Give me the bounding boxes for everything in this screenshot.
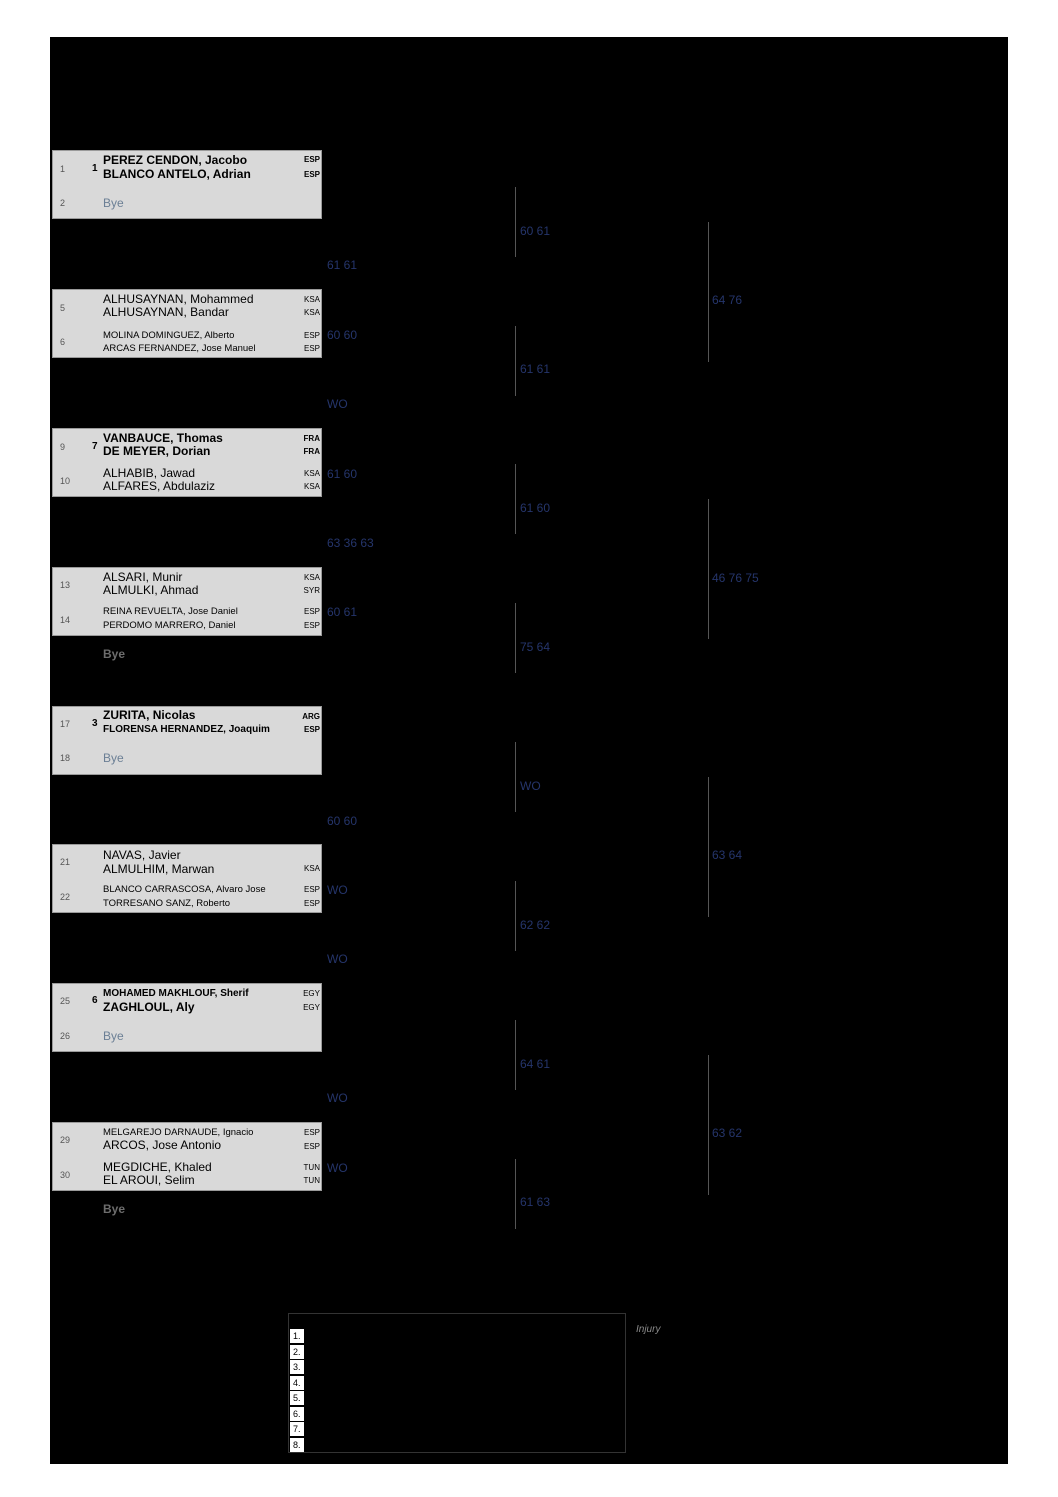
draw-number: 6 bbox=[60, 337, 66, 347]
nationality: KSA bbox=[303, 295, 320, 304]
nationality: ARG bbox=[302, 712, 320, 721]
player-name: ARCAS FERNANDEZ, Jose Manuel bbox=[103, 343, 256, 354]
player-name: ALHUSAYNAN, Bandar bbox=[103, 305, 229, 319]
score-r1: 60 61 bbox=[327, 605, 358, 619]
score-r3: 63 62 bbox=[712, 1126, 743, 1140]
nationality: TUN bbox=[303, 1176, 320, 1185]
score-r1: 63 36 63 bbox=[327, 536, 374, 550]
score-r1: 61 61 bbox=[327, 258, 358, 272]
player-name: PERDOMO MARRERO, Daniel bbox=[103, 620, 236, 631]
score-r1: 60 60 bbox=[327, 328, 358, 342]
player-name: NAVAS, Javier bbox=[103, 848, 181, 862]
draw-number: 17 bbox=[60, 719, 71, 729]
bracket-line bbox=[515, 603, 516, 673]
nationality: FRA bbox=[303, 434, 320, 443]
bye-label: Bye bbox=[103, 647, 126, 661]
seed-number: 7 bbox=[92, 441, 98, 452]
score-r2: 61 63 bbox=[520, 1195, 551, 1209]
nationality: ESP bbox=[303, 899, 320, 908]
nationality: KSA bbox=[303, 482, 320, 491]
score-r1: 60 60 bbox=[327, 814, 358, 828]
bracket-line bbox=[515, 326, 516, 396]
score-r2: 60 61 bbox=[520, 224, 551, 238]
nationality: TUN bbox=[303, 1163, 320, 1172]
nationality: ESP bbox=[303, 725, 320, 734]
draw-number: 9 bbox=[60, 442, 66, 452]
score-r2: 61 60 bbox=[520, 501, 551, 515]
nationality: ESP bbox=[303, 170, 320, 179]
legend-number: 7. bbox=[290, 1422, 304, 1436]
player-name: DE MEYER, Dorian bbox=[103, 444, 211, 458]
nationality: EGY bbox=[303, 989, 320, 998]
player-name: TORRESANO SANZ, Roberto bbox=[103, 898, 231, 909]
bracket-line bbox=[515, 881, 516, 951]
legend-number: 6. bbox=[290, 1407, 304, 1421]
player-name: REINA REVUELTA, Jose Daniel bbox=[103, 606, 238, 617]
player-name: ALMULHIM, Marwan bbox=[103, 862, 215, 876]
score-r3: 46 76 75 bbox=[712, 571, 759, 585]
player-name: VANBAUCE, Thomas bbox=[103, 431, 223, 445]
player-name: BLANCO ANTELO, Adrian bbox=[103, 167, 251, 181]
bracket-line bbox=[708, 1055, 709, 1195]
player-name: EL AROUI, Selim bbox=[103, 1173, 195, 1187]
bracket-line bbox=[708, 222, 709, 362]
bracket-line bbox=[708, 499, 709, 639]
draw-number: 22 bbox=[60, 892, 71, 902]
player-name: MOLINA DOMINGUEZ, Alberto bbox=[103, 330, 235, 341]
score-r1: 61 60 bbox=[327, 467, 358, 481]
score-r2: WO bbox=[520, 779, 541, 793]
player-name: ALFARES, Abdulaziz bbox=[103, 479, 216, 493]
player-name: MEGDICHE, Khaled bbox=[103, 1160, 212, 1174]
bracket-line bbox=[515, 464, 516, 534]
draw-number: 26 bbox=[60, 1031, 71, 1041]
legend-number: 3. bbox=[290, 1360, 304, 1374]
bye-label: Bye bbox=[103, 196, 124, 210]
player-name: MOHAMED MAKHLOUF, Sherif bbox=[103, 988, 249, 999]
draw-number: 13 bbox=[60, 580, 71, 590]
player-name: ZURITA, Nicolas bbox=[103, 708, 196, 722]
legend-number: 8. bbox=[290, 1438, 304, 1452]
nationality: ESP bbox=[303, 344, 320, 353]
score-r1: WO bbox=[327, 397, 348, 411]
draw-number: 25 bbox=[60, 996, 71, 1006]
score-r2: 61 61 bbox=[520, 362, 551, 376]
draw-number: 5 bbox=[60, 303, 66, 313]
player-name: ZAGHLOUL, Aly bbox=[103, 1000, 195, 1014]
bracket-line bbox=[515, 1159, 516, 1229]
score-r3: 63 64 bbox=[712, 848, 743, 862]
score-r2: 75 64 bbox=[520, 640, 551, 654]
draw-number: 2 bbox=[60, 198, 66, 208]
nationality: ESP bbox=[303, 621, 320, 630]
draw-number: 29 bbox=[60, 1135, 71, 1145]
draw-number: 10 bbox=[60, 476, 71, 486]
seed-number: 6 bbox=[92, 995, 98, 1006]
score-r2: 62 62 bbox=[520, 918, 551, 932]
bracket-line bbox=[515, 742, 516, 812]
player-name: ALSARI, Munir bbox=[103, 570, 183, 584]
draw-number: 18 bbox=[60, 753, 71, 763]
nationality: ESP bbox=[303, 607, 320, 616]
nationality: ESP bbox=[303, 1142, 320, 1151]
bracket-line bbox=[515, 187, 516, 257]
score-r1: WO bbox=[327, 883, 348, 897]
legend-number: 1. bbox=[290, 1329, 304, 1343]
player-name: PEREZ CENDON, Jacobo bbox=[103, 153, 248, 167]
player-name: ALMULKI, Ahmad bbox=[103, 583, 199, 597]
nationality: SYR bbox=[303, 586, 320, 595]
nationality: ESP bbox=[303, 1128, 320, 1137]
nationality: KSA bbox=[303, 308, 320, 317]
score-r2: 64 61 bbox=[520, 1057, 551, 1071]
draw-number: 1 bbox=[60, 164, 66, 174]
player-name: BLANCO CARRASCOSA, Alvaro Jose bbox=[103, 884, 266, 895]
injury-note: Injury bbox=[636, 1324, 661, 1335]
nationality: KSA bbox=[303, 864, 320, 873]
bracket-line bbox=[515, 1020, 516, 1090]
player-name: MELGAREJO DARNAUDE, Ignacio bbox=[103, 1127, 254, 1138]
nationality: EGY bbox=[303, 1003, 320, 1012]
score-r1: WO bbox=[327, 952, 348, 966]
nationality: ESP bbox=[303, 331, 320, 340]
nationality: ESP bbox=[303, 885, 320, 894]
bracket-line bbox=[708, 777, 709, 917]
nationality: KSA bbox=[303, 469, 320, 478]
score-r1: WO bbox=[327, 1091, 348, 1105]
player-name: FLORENSA HERNANDEZ, Joaquim bbox=[103, 724, 270, 735]
legend-number: 5. bbox=[290, 1391, 304, 1405]
legend-number: 4. bbox=[290, 1376, 304, 1390]
player-name: ALHABIB, Jawad bbox=[103, 466, 196, 480]
seeds-legend-box bbox=[288, 1313, 626, 1453]
legend-number: 2. bbox=[290, 1345, 304, 1359]
draw-number: 14 bbox=[60, 615, 71, 625]
bye-label: Bye bbox=[103, 751, 124, 765]
seed-number: 1 bbox=[92, 163, 98, 174]
nationality: ESP bbox=[303, 155, 320, 164]
player-name: ARCOS, Jose Antonio bbox=[103, 1138, 222, 1152]
draw-number: 21 bbox=[60, 857, 71, 867]
bye-label: Bye bbox=[103, 1029, 124, 1043]
nationality: KSA bbox=[303, 573, 320, 582]
score-r1: WO bbox=[327, 1161, 348, 1175]
draw-number: 30 bbox=[60, 1170, 71, 1180]
score-r3: 64 76 bbox=[712, 293, 743, 307]
bye-label: Bye bbox=[103, 1202, 126, 1216]
player-name: ALHUSAYNAN, Mohammed bbox=[103, 292, 254, 306]
seed-number: 3 bbox=[92, 718, 98, 729]
nationality: FRA bbox=[303, 447, 320, 456]
